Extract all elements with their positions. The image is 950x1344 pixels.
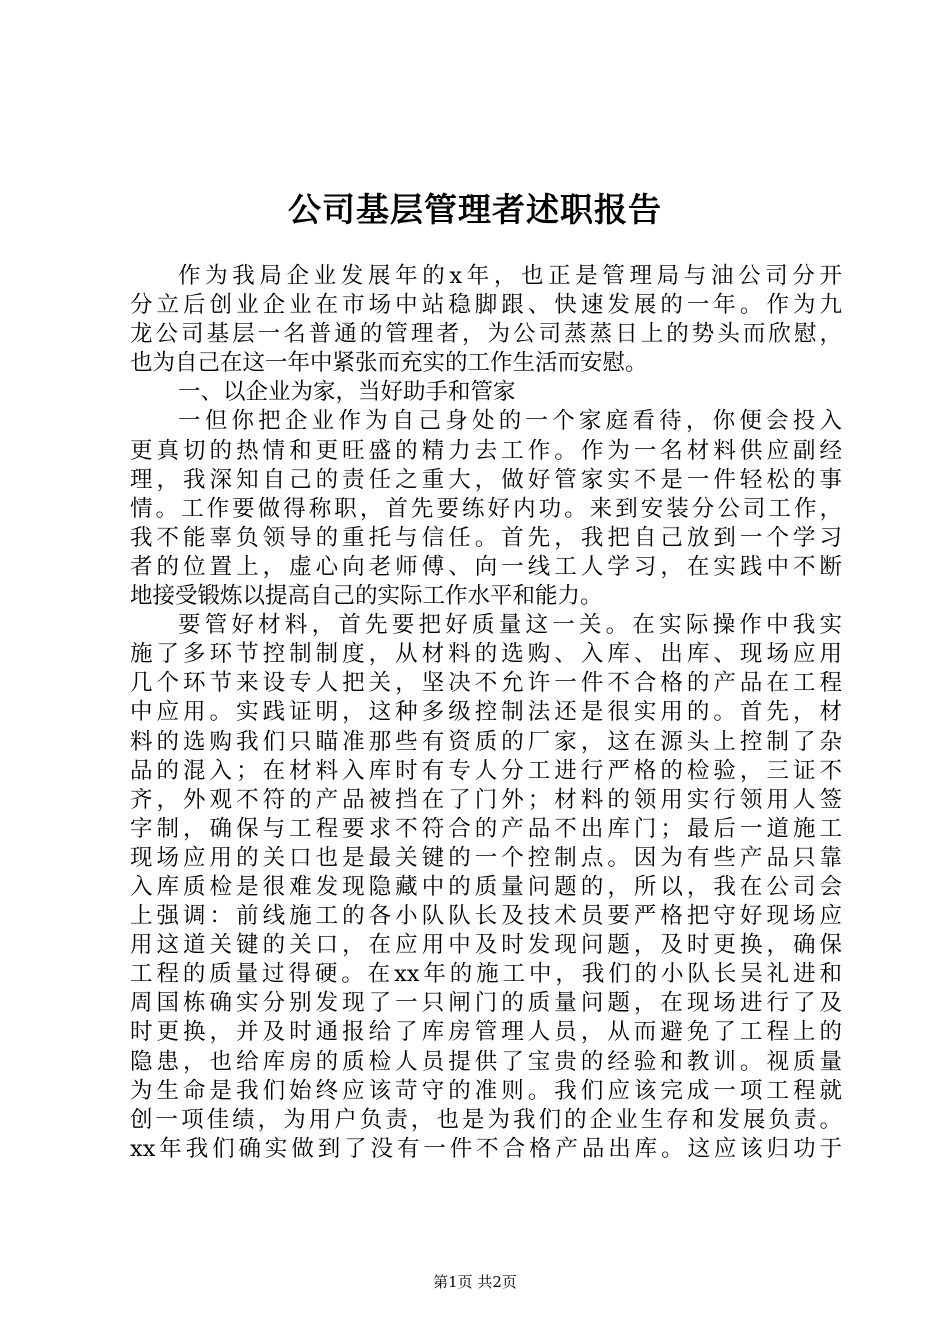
text-line: 我不能辜负领导的重托与信任。首先，我把自己放到一个学习 bbox=[130, 524, 842, 551]
text-line: 理，我深知自己的责任之重大，做好管家实不是一件轻松的事 bbox=[130, 466, 842, 493]
text-line: 更真切的热情和更旺盛的精力去工作。作为一名材料供应副经 bbox=[130, 437, 842, 464]
text-line: 品的混入；在材料入库时有专人分工进行严格的检验，三证不 bbox=[130, 757, 842, 784]
page-title: 公司基层管理者述职报告 bbox=[288, 190, 662, 229]
text-line: 周国栋确实分别发现了一只闸门的质量问题，在现场进行了及 bbox=[130, 990, 842, 1017]
text-line: 齐，外观不符的产品被挡在了门外；材料的领用实行领用人签 bbox=[130, 786, 842, 813]
text-line: 工程的质量过得硬。在xx年的施工中，我们的小队长吴礼进和 bbox=[130, 961, 842, 988]
page-footer: 第1页 共2页 bbox=[433, 1273, 517, 1291]
text-line: 隐患，也给库房的质检人员提供了宝贵的经验和教训。视质量 bbox=[130, 1048, 842, 1075]
text-line: 龙公司基层一名普通的管理者，为公司蒸蒸日上的势头而欣慰， bbox=[130, 321, 842, 348]
text-line: 一、以企业为家，当好助手和管家 bbox=[178, 379, 516, 406]
text-line: 分立后创业企业在市场中站稳脚跟、快速发展的一年。作为九 bbox=[130, 292, 842, 319]
text-line: 地接受锻炼以提高自己的实际工作水平和能力。 bbox=[130, 583, 603, 610]
text-line: 用这道关键的关口，在应用中及时发现问题，及时更换，确保 bbox=[130, 932, 842, 959]
text-line: 几个环节来设专人把关，坚决不允许一件不合格的产品在工程 bbox=[130, 670, 842, 697]
text-line: 创一项佳绩，为用户负责，也是为我们的企业生存和发展负责。 bbox=[130, 1106, 842, 1133]
text-line: 情。工作要做得称职，首先要练好内功。来到安装分公司工作， bbox=[130, 495, 842, 522]
text-line: 上强调：前线施工的各小队队长及技术员要严格把守好现场应 bbox=[130, 903, 842, 930]
body-text bbox=[130, 262, 842, 1164]
text-line: 者的位置上，虚心向老师傅、向一线工人学习，在实践中不断 bbox=[130, 553, 842, 580]
text-line: 字制，确保与工程要求不符合的产品不出库门；最后一道施工 bbox=[130, 815, 842, 842]
text-line: 时更换，并及时通报给了库房管理人员，从而避免了工程上的 bbox=[130, 1019, 842, 1046]
text-line: 料的选购我们只瞄准那些有资质的厂家，这在源头上控制了杂 bbox=[130, 728, 842, 755]
text-line: 中应用。实践证明，这种多级控制法还是很实用的。首先，材 bbox=[130, 699, 842, 726]
text-line: 为生命是我们始终应该苛守的准则。我们应该完成一项工程就 bbox=[130, 1077, 842, 1104]
text-line: xx年我们确实做到了没有一件不合格产品出库。这应该归功于 bbox=[130, 1135, 842, 1162]
text-line: 也为自己在这一年中紧张而充实的工作生活而安慰。 bbox=[130, 350, 648, 377]
text-line: 要管好材料，首先要把好质量这一关。在实际操作中我实 bbox=[178, 612, 842, 639]
text-line: 作为我局企业发展年的x年，也正是管理局与油公司分开 bbox=[178, 263, 842, 289]
text-line: 一但你把企业作为自己身处的一个家庭看待，你便会投入 bbox=[178, 408, 842, 435]
text-line: 现场应用的关口也是最关键的一个控制点。因为有些产品只靠 bbox=[130, 844, 842, 871]
text-line: 施了多环节控制制度，从材料的选购、入库、出库、现场应用 bbox=[130, 641, 842, 668]
text-line: 入库质检是很难发现隐藏中的质量问题的，所以，我在公司会 bbox=[130, 873, 842, 900]
